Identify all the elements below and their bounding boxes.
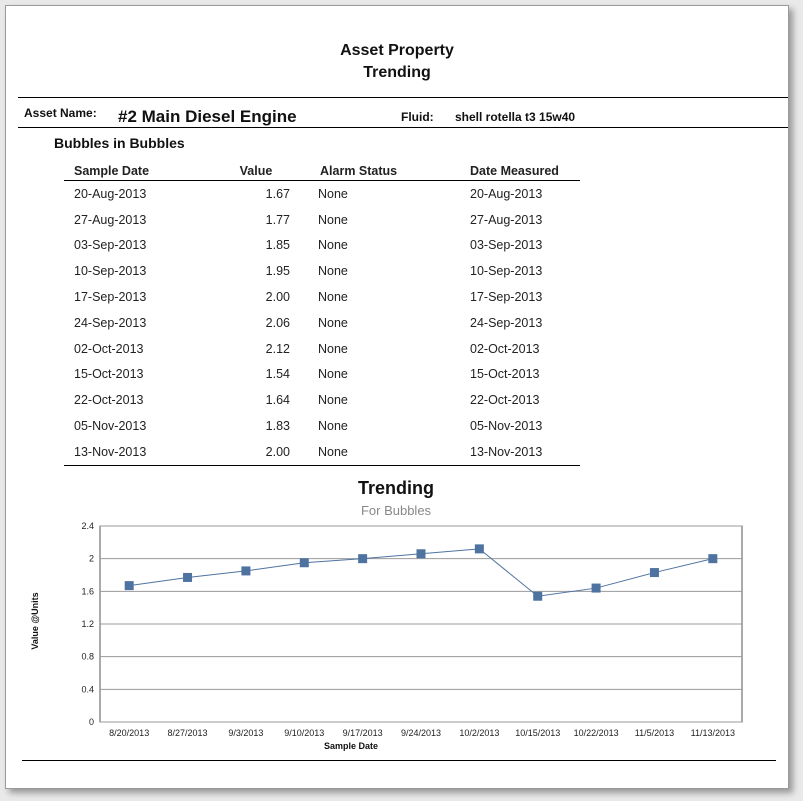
cell-sample-date: 20-Aug-2013 — [74, 186, 147, 201]
chart-title: Trending — [358, 478, 434, 498]
cell-value: 1.95 — [265, 264, 290, 279]
fluid-value: shell rotella t3 15w40 — [455, 110, 576, 124]
col-header-value: Value — [222, 158, 290, 181]
cell-value: 1.64 — [265, 393, 290, 408]
chart-subtitle: For Bubbles — [360, 503, 432, 518]
footer-rule — [22, 760, 776, 761]
cell-date-measured: 02-Oct-2013 — [470, 341, 540, 356]
y-tick-label: 2.4 — [81, 521, 94, 531]
cell-date-measured: 22-Oct-2013 — [470, 393, 540, 408]
cell-sample-date: 13-Nov-2013 — [64, 439, 222, 465]
data-point — [183, 573, 192, 582]
cell-value: 2.00 — [265, 290, 290, 305]
cell-value: 1.54 — [265, 367, 290, 382]
cell-value: 2.06 — [265, 315, 290, 330]
cell-alarm-status: None — [318, 264, 348, 279]
cell-sample-date: 27-Aug-2013 — [74, 212, 147, 227]
cell-sample-date: 24-Sep-2013 — [74, 315, 147, 330]
cell-date-measured: 20-Aug-2013 — [470, 186, 543, 201]
x-axis-title: Sample Date — [323, 741, 379, 751]
x-tick-label: 10/22/2013 — [573, 728, 619, 738]
data-point — [475, 544, 484, 553]
x-tick-label: 10/2/2013 — [459, 728, 500, 738]
y-tick-label: 1.6 — [81, 586, 94, 597]
cell-alarm-status: None — [318, 419, 348, 434]
cell-value: 2.00 — [222, 439, 290, 465]
x-tick-label: 8/20/2013 — [109, 728, 150, 738]
cell-sample-date: 22-Oct-2013 — [74, 393, 144, 408]
cell-value: 1.77 — [265, 212, 290, 227]
cell-date-measured: 24-Sep-2013 — [470, 315, 543, 330]
cell-date-measured: 13-Nov-2013 — [470, 439, 580, 465]
cell-alarm-status: None — [318, 393, 348, 408]
x-tick-label: 9/17/2013 — [342, 728, 383, 738]
y-tick-label: 0.8 — [81, 651, 94, 662]
x-tick-label: 9/24/2013 — [400, 728, 442, 738]
asset-name-value: #2 Main Diesel Engine — [118, 107, 297, 126]
cell-value: 1.83 — [265, 419, 290, 434]
cell-value: 2.12 — [265, 341, 290, 356]
cell-alarm-status: None — [318, 212, 348, 227]
data-point — [241, 566, 250, 575]
cell-date-measured: 03-Sep-2013 — [470, 238, 543, 253]
trend-chart — [6, 6, 788, 766]
cell-alarm-status: None — [318, 290, 348, 305]
cell-alarm-status: None — [318, 341, 348, 356]
cell-date-measured: 17-Sep-2013 — [470, 290, 543, 305]
report-page — [5, 5, 789, 789]
cell-date-measured: 05-Nov-2013 — [470, 419, 543, 434]
cell-sample-date: 15-Oct-2013 — [74, 367, 144, 382]
cell-alarm-status: None — [318, 186, 348, 201]
report-title-line2: Trending — [363, 64, 431, 81]
cell-sample-date: 10-Sep-2013 — [74, 264, 147, 279]
data-point — [417, 549, 426, 558]
y-tick-label: 2 — [88, 553, 94, 564]
cell-value: 1.85 — [265, 238, 290, 253]
x-tick-label: 11/13/2013 — [690, 728, 736, 738]
y-axis-title: Value @Units — [30, 592, 40, 650]
x-tick-label: 8/27/2013 — [167, 728, 208, 738]
data-point — [533, 592, 542, 601]
data-point — [592, 584, 601, 593]
section-title: Bubbles in Bubbles — [54, 135, 185, 151]
cell-sample-date: 03-Sep-2013 — [74, 238, 147, 253]
cell-sample-date: 17-Sep-2013 — [74, 290, 147, 305]
y-tick-label: 0 — [88, 717, 94, 727]
cell-alarm-status: None — [318, 315, 348, 330]
cell-sample-date: 02-Oct-2013 — [74, 341, 144, 356]
x-tick-label: 9/10/2013 — [284, 728, 325, 738]
y-tick-label: 1.2 — [81, 619, 94, 629]
col-header-sample-date: Sample Date — [64, 158, 222, 181]
col-header-alarm-status: Alarm Status — [290, 158, 470, 181]
cell-alarm-status: None — [318, 238, 348, 253]
report-title-line1: Asset Property — [340, 42, 454, 59]
cell-alarm-status: None — [318, 367, 348, 382]
y-tick-label: 0.4 — [81, 684, 94, 695]
data-point — [125, 581, 134, 590]
x-tick-label: 9/3/2013 — [228, 728, 264, 738]
fluid-label: Fluid: — [401, 110, 434, 124]
x-tick-label: 11/5/2013 — [634, 728, 675, 738]
cell-date-measured: 10-Sep-2013 — [470, 264, 543, 279]
data-point — [650, 568, 659, 577]
cell-date-measured: 15-Oct-2013 — [470, 367, 540, 382]
cell-date-measured: 27-Aug-2013 — [470, 212, 543, 227]
asset-name-label: Asset Name: — [24, 106, 97, 120]
cell-value: 1.67 — [265, 186, 290, 201]
data-point — [358, 554, 367, 563]
x-tick-label: 10/15/2013 — [515, 728, 561, 738]
col-header-date-measured: Date Measured — [470, 158, 580, 181]
cell-alarm-status: None — [290, 439, 470, 465]
data-point — [300, 558, 309, 567]
data-point — [708, 554, 717, 563]
cell-sample-date: 05-Nov-2013 — [74, 419, 147, 434]
